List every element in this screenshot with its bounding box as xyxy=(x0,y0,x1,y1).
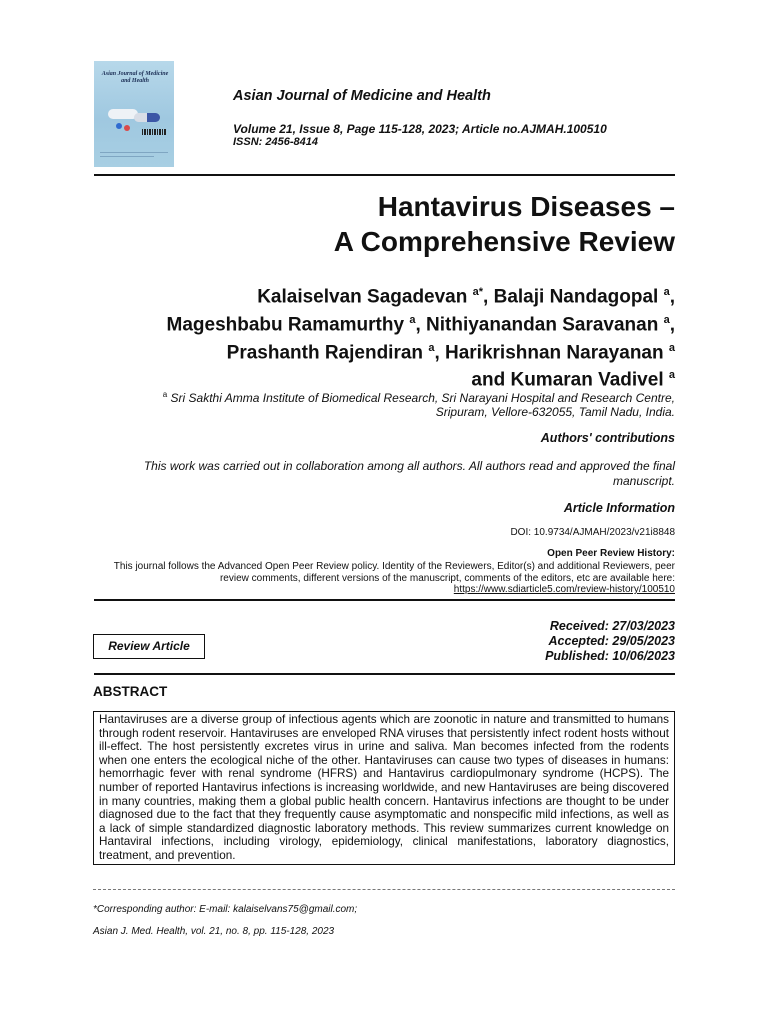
abstract-rule xyxy=(94,673,675,675)
author-name: Harikrishnan Narayanan xyxy=(445,341,664,363)
author-separator: , xyxy=(415,314,421,336)
issn: ISSN: 2456-8414 xyxy=(233,136,318,148)
title-line-2: A Comprehensive Review xyxy=(333,226,675,257)
accepted-date: Accepted: 29/05/2023 xyxy=(548,634,675,648)
corresponding-author: *Corresponding author: E-mail: kalaiselvans75@gmail.com; xyxy=(93,904,358,915)
cover-tablet-blue xyxy=(116,123,122,129)
affiliation-mark: a xyxy=(162,390,168,399)
affiliation-line-2: Sripuram, Vellore-632055, Tamil Nadu, India. xyxy=(435,405,675,419)
journal-name: Asian Journal of Medicine and Health xyxy=(233,88,491,104)
author-affiliation-mark: a xyxy=(663,313,670,326)
published-date: Published: 10/06/2023 xyxy=(545,649,675,663)
cover-tablet-red xyxy=(124,125,130,131)
footnote-divider xyxy=(93,889,675,890)
contributions-heading: Authors' contributions xyxy=(540,431,675,445)
cover-title: Asian Journal of Medicine and Health xyxy=(101,71,169,84)
peer-review-line-2: review comments, different versions of the manuscript, comments of the editors, etc are available here: xyxy=(219,572,675,584)
affiliation-line-1: Sri Sakthi Amma Institute of Biomedical Research, Sri Narayani Hospital and Research Centre, xyxy=(170,391,675,405)
article-type-badge: Review Article xyxy=(93,634,205,659)
abstract-heading: ABSTRACT xyxy=(93,684,168,699)
affiliation xyxy=(163,388,675,419)
author-name: Kumaran Vadivel xyxy=(510,369,664,391)
paper-title xyxy=(334,189,675,259)
peer-review-heading: Open Peer Review History: xyxy=(547,548,675,559)
author-affiliation-mark: a xyxy=(668,369,675,382)
author-conjunction: and xyxy=(471,369,506,391)
publication-dates xyxy=(545,619,675,664)
author-affiliation-mark: a* xyxy=(472,286,484,298)
review-history-link[interactable]: https://www.sdiarticle5.com/review-history/100510 xyxy=(453,584,675,595)
author-name: Nithiyanandan Saravanan xyxy=(426,314,659,336)
author-separator: , xyxy=(434,341,440,363)
peer-review-text xyxy=(90,561,675,596)
contributions-text: This work was carried out in collaboration among all authors. All authors read and approved the final manuscript. xyxy=(143,459,675,488)
author-list xyxy=(167,281,676,392)
abstract-text: Hantaviruses are a diverse group of infectious agents which are zoonotic in nature and transmitted to humans through rodent reservoir. Hantaviruses are enveloped RNA viruses that persistently infect rodent hosts without ill-effect. The host persistently excretes virus in urine and saliva. Man becomes infected from the rodents when one enters the ecological niche of the other. Hantaviruses can cause two types of diseases in humans: hemorrhagic fever with renal syndrome (HFRS) and Hantavirus cardiopulmonary syndrome (HCPS). The number of reported Hantavirus infections is increasing worldwide, and new Hantaviruses are being discovered in many countries, making them a global public health concern. Hantavirus infections are thought to be under diagnosed due to the fact that they frequently cause asymptomatic and nonspecific mild infections, as well as a lack of simple standardized diagnostic laboratory methods. This review summarizes current knowledge on Hantaviral infections, including virology, epidemiology, clinical manifestations, laboratory diagnostics, treatment, and prevention. xyxy=(93,711,675,865)
author-affiliation-mark: a xyxy=(409,313,416,326)
volume-info: Volume 21, Issue 8, Page 115-128, 2023; Article no.AJMAH.100510 xyxy=(233,122,607,136)
author-name: Balaji Nandagopal xyxy=(493,286,659,308)
doi: DOI: 10.9734/AJMAH/2023/v21i8848 xyxy=(510,527,675,538)
author-separator: , xyxy=(669,286,675,308)
author-affiliation-mark: a xyxy=(663,286,670,298)
author-separator: , xyxy=(483,286,489,308)
author-name: Prashanth Rajendiran xyxy=(226,341,424,363)
author-separator: , xyxy=(669,314,675,336)
info-rule xyxy=(94,599,675,601)
cover-capsule-graphic xyxy=(134,113,160,122)
author-name: Kalaiselvan Sagadevan xyxy=(257,286,468,308)
title-line-1: Hantavirus Diseases – xyxy=(377,191,675,222)
citation: Asian J. Med. Health, vol. 21, no. 8, pp. 115-128, 2023 xyxy=(93,926,335,937)
author-affiliation-mark: a xyxy=(428,341,435,354)
received-date: Received: 27/03/2023 xyxy=(549,619,675,633)
author-affiliation-mark: a xyxy=(668,341,675,354)
author-name: Mageshbabu Ramamurthy xyxy=(166,314,405,336)
cover-footer-line xyxy=(100,152,168,153)
cover-barcode xyxy=(142,129,166,135)
cover-footer-line xyxy=(100,156,154,157)
header-rule xyxy=(94,174,675,176)
journal-cover-image xyxy=(94,61,174,167)
article-info-heading: Article Information xyxy=(563,501,675,515)
peer-review-line-1: This journal follows the Advanced Open Peer Review policy. Identity of the Reviewers, Editor(s) and additional Reviewers, peer xyxy=(113,561,675,572)
